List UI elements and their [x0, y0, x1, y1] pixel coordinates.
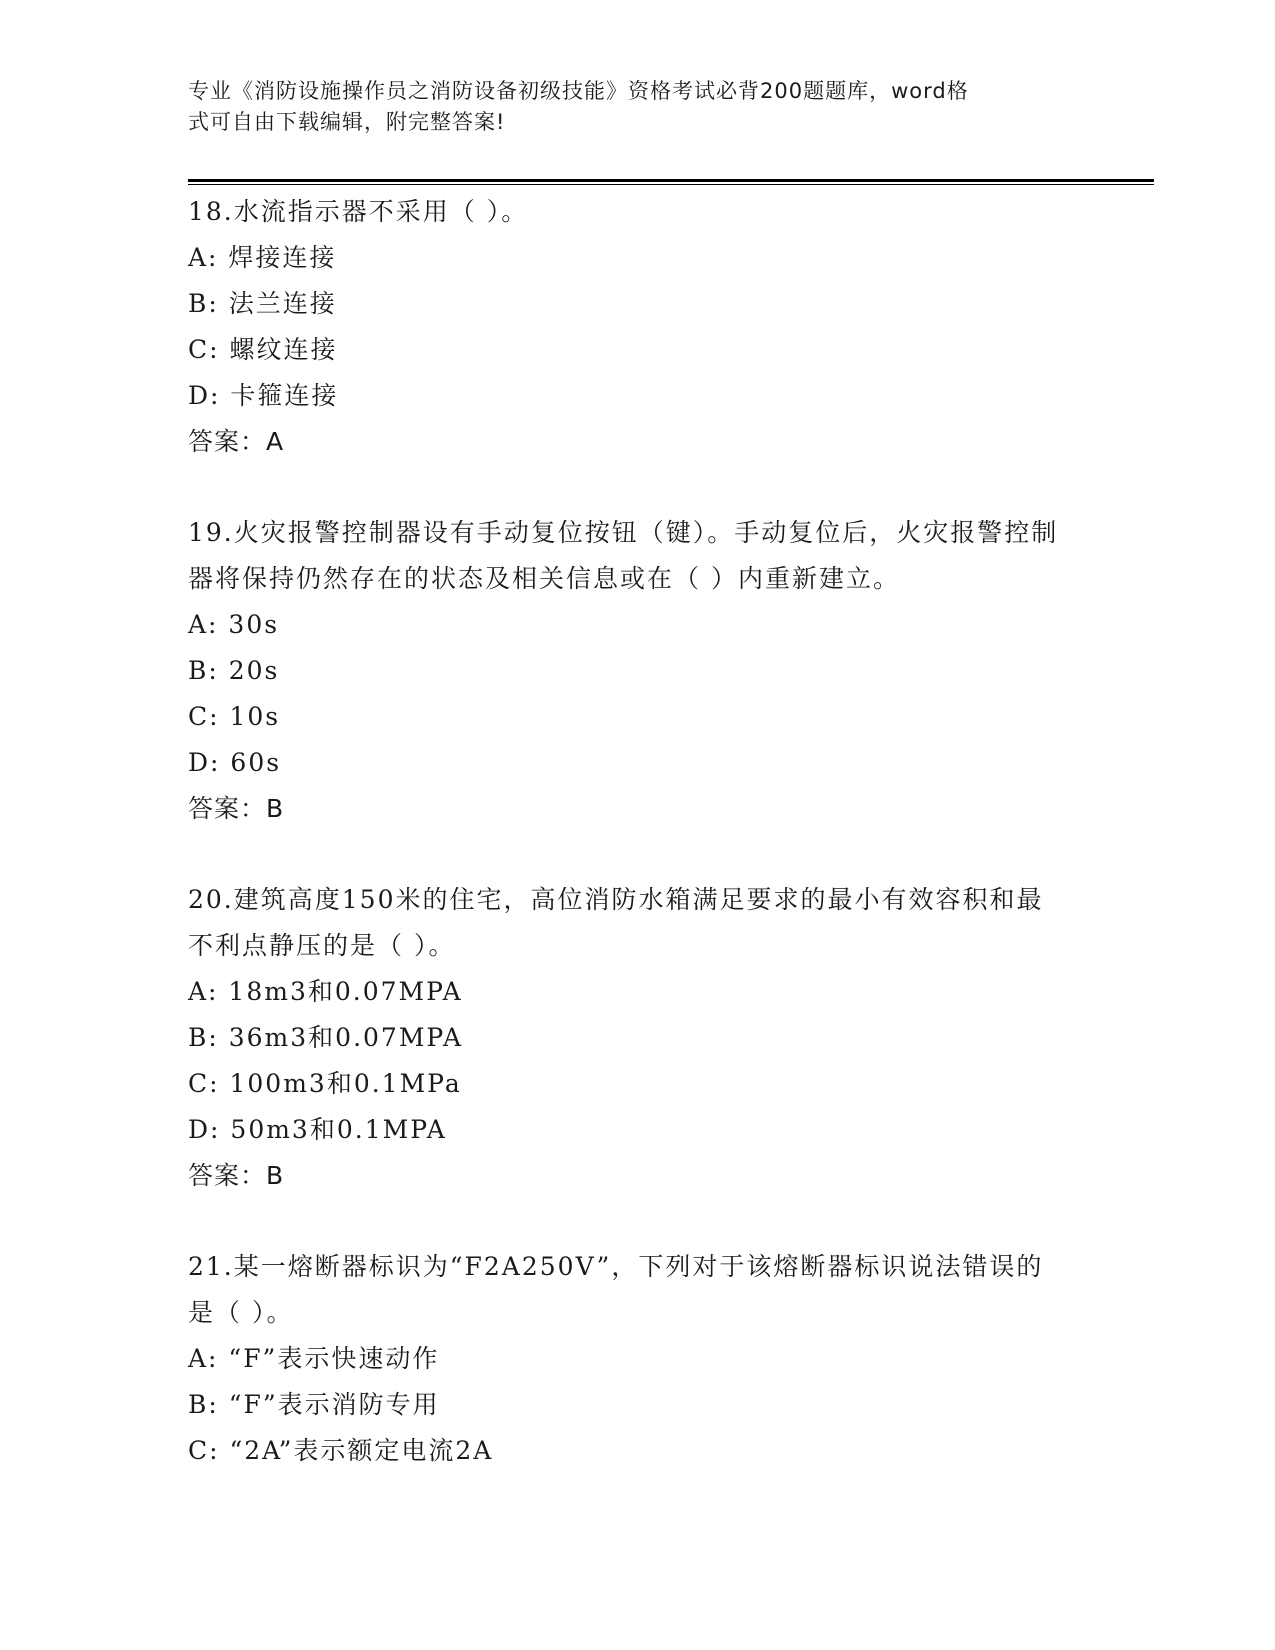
option-d: D: 卡箍连接 [188, 381, 339, 410]
option-a: A: 焊接连接 [188, 243, 337, 272]
option-d: D: 50m3和0.1MPA [188, 1115, 447, 1144]
answer-label: 答案：B [188, 794, 285, 823]
option-a: A: 30s [188, 610, 280, 639]
option-b: B: 20s [188, 656, 280, 685]
question-list [188, 189, 1088, 1519]
question-stem: 18.水流指示器不采用（ ）。 [188, 197, 529, 226]
option-c: C: “2A”表示额定电流2A [188, 1436, 494, 1465]
option-c: C: 100m3和0.1MPa [188, 1069, 462, 1098]
question-stem: 19.火灾报警控制器设有手动复位按钮（键）。手动复位后，火灾报警控制器将保持仍然存在的状态及相关信息或在（ ）内重新建立。 [188, 518, 1059, 593]
option-b: B: “F”表示消防专用 [188, 1390, 440, 1419]
header-line-1: 专业《消防设施操作员之消防设备初级技能》资格考试必背200题题库，word格 [188, 79, 969, 103]
question-20 [188, 877, 1088, 1199]
header-divider-thin [188, 184, 1154, 185]
document-header [188, 76, 1068, 138]
question-18 [188, 189, 1088, 465]
answer-label: 答案：A [188, 427, 285, 456]
question-stem: 21.某一熔断器标识为“F2A250V”，下列对于该熔断器标识说法错误的是（ ）。 [188, 1252, 1044, 1327]
option-b: B: 36m3和0.07MPA [188, 1023, 464, 1052]
question-21 [188, 1244, 1088, 1474]
question-stem: 20.建筑高度150米的住宅，高位消防水箱满足要求的最小有效容积和最不利点静压的是（ ）。 [188, 885, 1044, 960]
option-a: A: “F”表示快速动作 [188, 1344, 440, 1373]
question-19 [188, 510, 1088, 832]
answer-label: 答案：B [188, 1161, 285, 1190]
header-divider-thick [188, 179, 1154, 182]
option-c: C: 10s [188, 702, 281, 731]
header-line-2: 式可自由下载编辑，附完整答案! [188, 110, 506, 134]
option-c: C: 螺纹连接 [188, 335, 338, 364]
option-a: A: 18m3和0.07MPA [188, 977, 463, 1006]
option-b: B: 法兰连接 [188, 289, 337, 318]
option-d: D: 60s [188, 748, 282, 777]
